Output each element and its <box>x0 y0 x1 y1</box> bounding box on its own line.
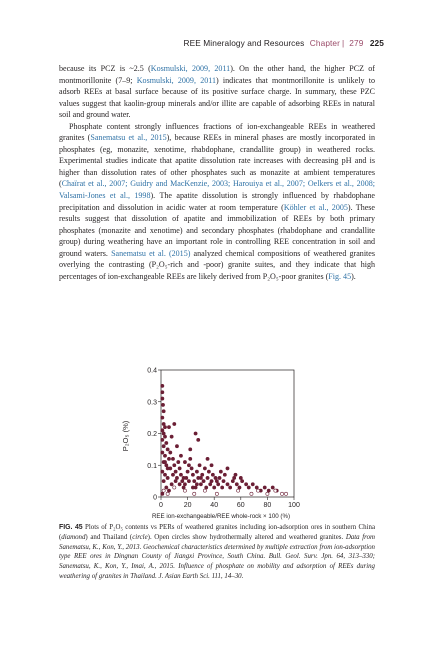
open-circle-point <box>193 492 196 495</box>
filled-circle-point <box>167 426 170 429</box>
filled-circle-point <box>197 438 200 441</box>
filled-circle-point <box>221 486 224 489</box>
filled-circle-point <box>175 445 178 448</box>
filled-circle-point <box>219 470 222 473</box>
x-axis-label: REE ion-exchangeable/REE whole-rock × 100 (%) <box>151 513 291 520</box>
filled-circle-point <box>174 470 177 473</box>
filled-circle-point <box>210 464 213 467</box>
filled-circle-point <box>193 480 196 483</box>
filled-circle-point <box>171 473 174 476</box>
citation-link[interactable]: Sanematsu et al., 2015 <box>90 133 167 143</box>
text-span: ). On the other hand, the higher PCZ of montmorillonite (7–9; <box>59 64 375 85</box>
filled-circle-point <box>211 473 214 476</box>
open-circle-point <box>266 492 269 495</box>
x-tick-label: 60 <box>236 502 245 509</box>
filled-circle-point <box>161 429 164 432</box>
filled-circle-point <box>162 422 165 425</box>
filled-circle-point <box>263 486 266 489</box>
open-circle-point <box>274 489 277 492</box>
filled-circle-point <box>166 476 169 479</box>
filled-circle-point <box>206 476 209 479</box>
open-circle-point <box>215 492 218 495</box>
filled-circle-point <box>162 432 165 435</box>
filled-circle-point <box>190 467 193 470</box>
filled-circle-point <box>187 464 190 467</box>
caption-source: Data from Sanematsu, K., Kon, Y., 2013. Geochemical characteristics determined by multiple extraction from ion-adsorption type REE ores in Dingnan County of Jiangxi Province, South China. Bull. Geol. Surv. Jpn. 64, 313–330; Sanematsu, K., Kon, Y., Imai, A., 2015. Influence of phosphate on mobility and adsorption of REEs during weathering of granites in Thailand. J. Asian Earth Sci. 111, 14–30. <box>59 533 376 580</box>
filled-circle-point <box>165 486 168 489</box>
filled-circle-point <box>271 486 274 489</box>
filled-circle-point <box>189 457 192 460</box>
filled-circle-point <box>187 480 190 483</box>
filled-circle-point <box>183 483 186 486</box>
filled-circle-point <box>202 480 205 483</box>
filled-circle-point <box>178 483 181 486</box>
figure-label: FIG. 45 <box>59 524 83 531</box>
filled-circle-point <box>205 486 208 489</box>
filled-circle-point <box>163 460 166 463</box>
filled-circle-point <box>207 470 210 473</box>
filled-circle-point <box>191 486 194 489</box>
filled-circle-point <box>194 432 197 435</box>
x-tick-label: 80 <box>263 502 272 509</box>
filled-circle-point <box>239 476 242 479</box>
filled-circle-point <box>161 451 164 454</box>
filled-circle-point <box>173 422 176 425</box>
filled-circle-point <box>251 483 254 486</box>
open-circle-point <box>284 492 287 495</box>
filled-circle-point <box>241 480 244 483</box>
running-header-section: REE Mineralogy and Resources <box>183 38 305 48</box>
filled-circle-point <box>182 476 185 479</box>
filled-circle-point <box>167 489 170 492</box>
citation-link[interactable]: Chaïrat et al., 2007; Guidry and MacKenzie, 2003; Harouiya et al., 2007; Oelkers et al., 2008; Valsami-Jones et al., 1998 <box>59 179 375 201</box>
caption-text: circle <box>132 533 148 541</box>
text-span: ). The apatite dissolution is strongly influenced by rhabdophane precipitation and dissolution in acidic water at room temperature ( <box>59 191 375 212</box>
filled-circle-point <box>170 483 173 486</box>
filled-circle-point <box>217 483 220 486</box>
filled-circle-point <box>226 483 229 486</box>
filled-circle-point <box>214 476 217 479</box>
filled-circle-point <box>181 480 184 483</box>
open-circle-point <box>162 489 165 492</box>
filled-circle-point <box>162 480 165 483</box>
page-number: 225 <box>369 38 384 48</box>
header-separator: | <box>342 38 345 48</box>
text-span: ) indicates that montmorillonite is unlikely to adsorb REEs at basal surface because of its positive surface charge. In summary, these PZC values suggest that kaolin-group minerals and/or illite are capable of adsorbing REEs in natural soil and ground water. <box>59 75 376 120</box>
open-circle-point <box>237 489 240 492</box>
text-span: because its PCZ is ~2.5 ( <box>59 64 151 73</box>
caption-text: diamond <box>61 533 86 541</box>
filled-circle-point <box>171 457 174 460</box>
text-span: analyzed chemical compositions of weathered granites overlying the contrasting (P₂O₅-rich and -poor) granite suites, and they indicate that high percentages of ion-exchangeable REEs are likely derived from P₂O₅-poor granites ( <box>59 248 375 281</box>
citation-link[interactable]: Kosmulski, 2009, 2011 <box>150 64 231 73</box>
open-circle-point <box>203 489 206 492</box>
filled-circle-point <box>229 486 232 489</box>
data-points <box>161 384 288 495</box>
filled-circle-point <box>162 445 165 448</box>
filled-circle-point <box>177 460 180 463</box>
running-header <box>184 38 384 48</box>
filled-circle-point <box>218 476 221 479</box>
filled-circle-point <box>245 483 248 486</box>
filled-circle-point <box>215 480 218 483</box>
open-circle-point <box>166 492 169 495</box>
figure-link[interactable]: Fig. 45 <box>328 271 352 281</box>
filled-circle-point <box>223 473 226 476</box>
filled-circle-point <box>173 464 176 467</box>
filled-circle-point <box>183 460 186 463</box>
filled-circle-point <box>247 486 250 489</box>
filled-circle-point <box>186 470 189 473</box>
chapter-number: 279 <box>349 38 364 48</box>
filled-circle-point <box>161 416 164 419</box>
filled-circle-point <box>161 391 164 394</box>
filled-circle-point <box>231 480 234 483</box>
x-axis-ticks <box>159 497 300 509</box>
x-tick-label: 20 <box>183 502 192 509</box>
text-span: ). <box>351 271 356 281</box>
filled-circle-point <box>238 486 241 489</box>
x-tick-label: 40 <box>210 502 219 509</box>
open-circle-point <box>173 486 176 489</box>
filled-circle-point <box>203 467 206 470</box>
filled-circle-point <box>226 467 229 470</box>
y-tick-label: 0.4 <box>147 367 157 375</box>
filled-circle-point <box>170 435 173 438</box>
filled-circle-point <box>189 448 192 451</box>
filled-circle-point <box>161 438 164 441</box>
y-tick-label: 0.3 <box>147 399 157 407</box>
filled-circle-point <box>234 473 237 476</box>
filled-circle-point <box>206 457 209 460</box>
filled-circle-point <box>179 454 182 457</box>
body-text <box>59 63 375 282</box>
filled-circle-point <box>222 480 225 483</box>
text-span: Phosphate content strongly influences fractions of ion-exchangeable REEs in weathered granites ( <box>59 121 375 143</box>
filled-circle-point <box>191 473 194 476</box>
filled-circle-point <box>161 470 164 473</box>
filled-circle-point <box>161 397 164 400</box>
caption-text: Plots of P₂O₅ contents vs PERs of weathered granites including ion-adsorption ores in southern China ( <box>59 524 375 541</box>
filled-circle-point <box>199 483 202 486</box>
paragraph-2 <box>59 121 375 283</box>
filled-circle-point <box>267 489 270 492</box>
filled-circle-point <box>167 457 170 460</box>
figure-45-chart <box>118 359 308 526</box>
paragraph-1 <box>59 63 375 121</box>
scatter-plot <box>118 359 308 521</box>
plot-frame <box>161 370 294 497</box>
open-circle-point <box>250 492 253 495</box>
filled-circle-point <box>161 384 164 387</box>
filled-circle-point <box>182 486 185 489</box>
y-axis-ticks <box>147 368 161 502</box>
filled-circle-point <box>169 451 172 454</box>
filled-circle-point <box>175 476 178 479</box>
filled-circle-point <box>161 403 164 406</box>
filled-circle-point <box>213 486 216 489</box>
caption-text: ) and Thailand ( <box>85 533 133 541</box>
filled-circle-point <box>163 426 166 429</box>
citation-link[interactable]: Sanematsu et al. (2015) <box>111 248 191 258</box>
open-circle-point <box>183 489 186 492</box>
filled-circle-point <box>201 473 204 476</box>
filled-circle-point <box>174 480 177 483</box>
filled-circle-point <box>198 464 201 467</box>
filled-circle-point <box>209 483 212 486</box>
x-tick-label: 100 <box>288 502 300 509</box>
caption-text: ). Open circles show hydrothermally altered and weathered granites. <box>147 533 346 541</box>
filled-circle-point <box>161 492 164 495</box>
filled-circle-point <box>179 473 182 476</box>
y-tick-label: 0.2 <box>147 431 157 438</box>
filled-circle-point <box>210 480 213 483</box>
filled-circle-point <box>165 464 168 467</box>
open-circle-point <box>256 489 259 492</box>
open-circle-point <box>280 492 283 495</box>
filled-circle-point <box>178 467 181 470</box>
text-span: ). These results suggest that dissolution of apatite and immobilization of REEs by both primary phosphates (monazite and xenotime) and secondary phosphates (rhabdophane and crandallite group) during weathering have an important role in controlling REE concentration in soil and ground waters. <box>59 202 375 258</box>
filled-circle-point <box>166 467 169 470</box>
figure-caption <box>59 523 375 582</box>
filled-circle-point <box>195 470 198 473</box>
filled-circle-point <box>163 473 166 476</box>
filled-circle-point <box>233 476 236 479</box>
filled-circle-point <box>162 410 165 413</box>
chapter-label: Chapter <box>309 38 341 48</box>
x-tick-label: 0 <box>159 502 163 509</box>
filled-circle-point <box>195 483 198 486</box>
filled-circle-point <box>235 483 238 486</box>
y-tick-label: 0 <box>153 494 157 502</box>
filled-circle-point <box>199 476 202 479</box>
y-tick-label: 0.1 <box>147 462 157 470</box>
filled-circle-point <box>163 454 166 457</box>
filled-circle-point <box>165 441 168 444</box>
filled-circle-point <box>163 435 166 438</box>
filled-circle-point <box>255 486 258 489</box>
text-span: ), because REEs in mineral phases are mostly incorporated in phosphates (eg, monazite, xenotime, rhabdophane, crandallite group) in weathered rocks. Experimental studies indicate that apatite dissolution rate increases with decreasing pH and is higher than dissolution rates of other phosphates such as monazite at ambient temperatures ( <box>59 133 375 189</box>
citation-link[interactable]: Köhler et al., 2005 <box>283 202 348 212</box>
citation-link[interactable]: Kosmulski, 2009, 2011 <box>136 75 216 85</box>
filled-circle-point <box>166 448 169 451</box>
y-axis-label: P₂O₅ (%) <box>121 420 130 452</box>
